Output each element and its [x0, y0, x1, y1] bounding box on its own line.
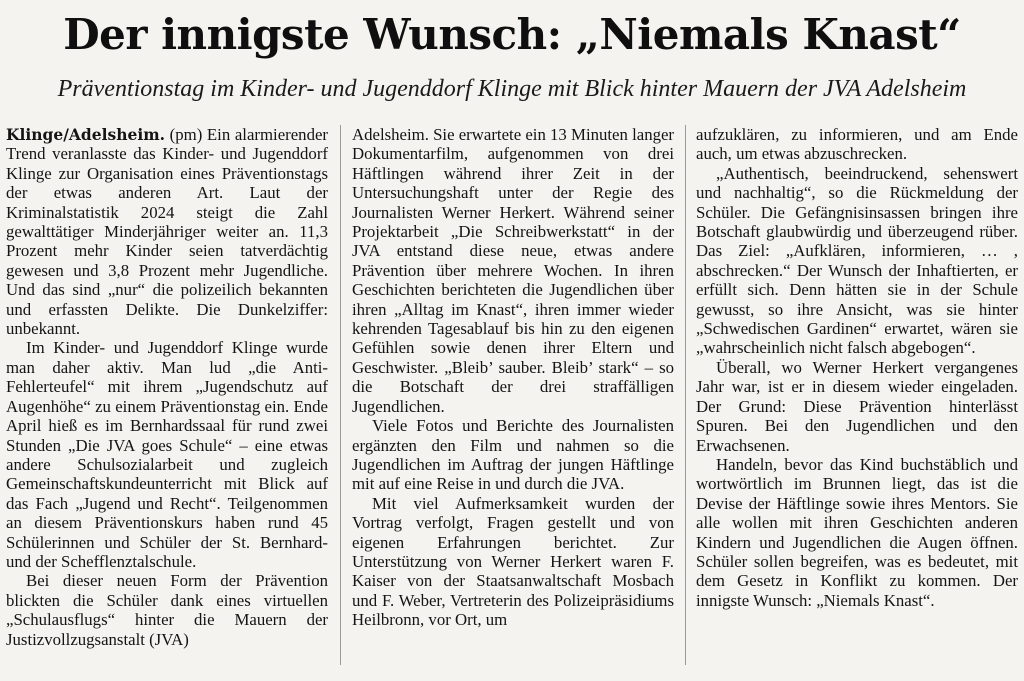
article-column-2 [352, 125, 674, 630]
headline: Der innigste Wunsch: „Niemals Knast“ [63, 10, 961, 59]
paragraph-text: (pm) Ein alarmierender Trend veranlasste das Kinder- und Jugenddorf Klinge zur Organisation eines Präventionstags der etwas anderen Art. Laut der Kriminalstatistik 2024 steigt die Zahl gewalttätiger Minderjähriger weiter an. 11,3 Prozent mehr Kinder seien tatverdächtig gewesen und 3,8 Prozent mehr Jugendliche. Und das sind „nur“ die polizeilich bekannten und erfassten Delikte. Die Dunkelziffer: unbekannt. [6, 125, 328, 339]
paragraph: Handeln, bevor das Kind buchstäblich und wortwörtlich im Brunnen liegt, das ist die Devise der Häftlinge sowie ihres Mentors. Sie alle wollen mit ihren Geschichten anderen Kindern und Jugendlichen die Augen öffnen. Schüler sollen begreifen, was es bedeutet, mit dem Gesetz in Konflikt zu kommen. Der innigste Wunsch: „Niemals Knast“. [696, 454, 1018, 610]
paragraph: Überall, wo Werner Herkert vergangenes Jahr war, ist er in diesem wieder eingeladen. Der Grund: Diese Prävention hinterlässt Spuren. Bei den Jugendlichen und den Erwachsenen. [696, 357, 1018, 455]
paragraph: Viele Fotos und Berichte des Journalisten ergänzten den Film und nahmen so die Jugendlichen im Auftrag der jungen Häftlinge mit auf eine Reise in und durch die JVA. [352, 416, 674, 494]
dateline: Klinge/Adelsheim. [6, 125, 166, 144]
paragraph [6, 125, 328, 338]
article-column-1 [6, 125, 328, 649]
paragraph: aufzuklären, zu informieren, und am Ende auch, um etwas abzuschrecken. [696, 125, 1018, 164]
subheadline: Präventionstag im Kinder- und Jugenddorf Klinge mit Blick hinter Mauern der JVA Adelsheim [57, 76, 967, 102]
article-column-3 [696, 125, 1018, 610]
paragraph: Mit viel Aufmerksamkeit wurden der Vortrag verfolgt, Fragen gestellt und von eigenen Erfahrungen berichtet. Zur Unterstützung von Werner Herkert waren F. Kaiser von der Staatsanwaltschaft Mosbach und F. Weber, Vertreterin des Polizeipräsidiums Heilbronn, vor Ort, um [352, 493, 674, 630]
paragraph: „Authentisch, beeindruckend, sehenswert und nachhaltig“, so die Rückmeldung der Schüler. Die Gefängnisinsassen bringen ihre Botschaft glaubwürdig und überzeugend rüber. Das Ziel: „Aufklären, informieren, … , abschrecken.“ Der Wunsch der Inhaftierten, er erfüllt sich. Denn hätten sie in der Schule gewusst, so ihre Ansicht, was sie hinter „Schwedischen Gardinen“ erwartet, wären sie „wahrscheinlich nicht falsch abgebogen“. [696, 163, 1018, 358]
paragraph: Adelsheim. Sie erwartete ein 13 Minuten langer Dokumentarfilm, aufgenommen von drei Häftlingen während ihrer Zeit in der Untersuchungshaft unter der Regie des Journalisten Werner Herkert. Während seiner Projektarbeit „Die Schreibwerkstatt“ in der JVA entstand diese neue, etwas andere Prävention über mehrere Wochen. In ihren Geschichten berichteten die Jugendlichen über ihren „Alltag im Knast“, ihren immer wieder kehrenden Tagesablauf bis hin zu den eigenen Gefühlen sowie denen ihrer Eltern und Geschwister. „Bleib’ sauber. Bleib’ stark“ – so die Botschaft der drei straffälligen Jugendlichen. [352, 125, 675, 416]
paragraph: Im Kinder- und Jugenddorf Klinge wurde man daher aktiv. Man lud „die Anti-Fehlerteufel“ mit ihrem „Jugendschutz auf Augenhöhe“ zu einem Präventionstag ein. Ende April hieß es im Bernhardssaal für rund zwei Stunden „Die JVA goes Schule“ – eine etwas andere Schulsozialarbeit und zugleich Gemeinschaftskundeunterricht mit Blick auf das Fach „Jugend und Recht“. Teilgenommen an diesem Präventionskurs haben rund 45 Schülerinnen und Schüler der St. Bernhard- und der Schefflenztalschule. [6, 338, 328, 571]
column-divider [340, 125, 341, 665]
paragraph: Bei dieser neuen Form der Prävention blickten die Schüler dank eines virtuellen „Schulausflugs“ hinter die Mauern der Justizvollzugsanstalt (JVA) [6, 571, 328, 649]
column-divider [685, 125, 686, 665]
